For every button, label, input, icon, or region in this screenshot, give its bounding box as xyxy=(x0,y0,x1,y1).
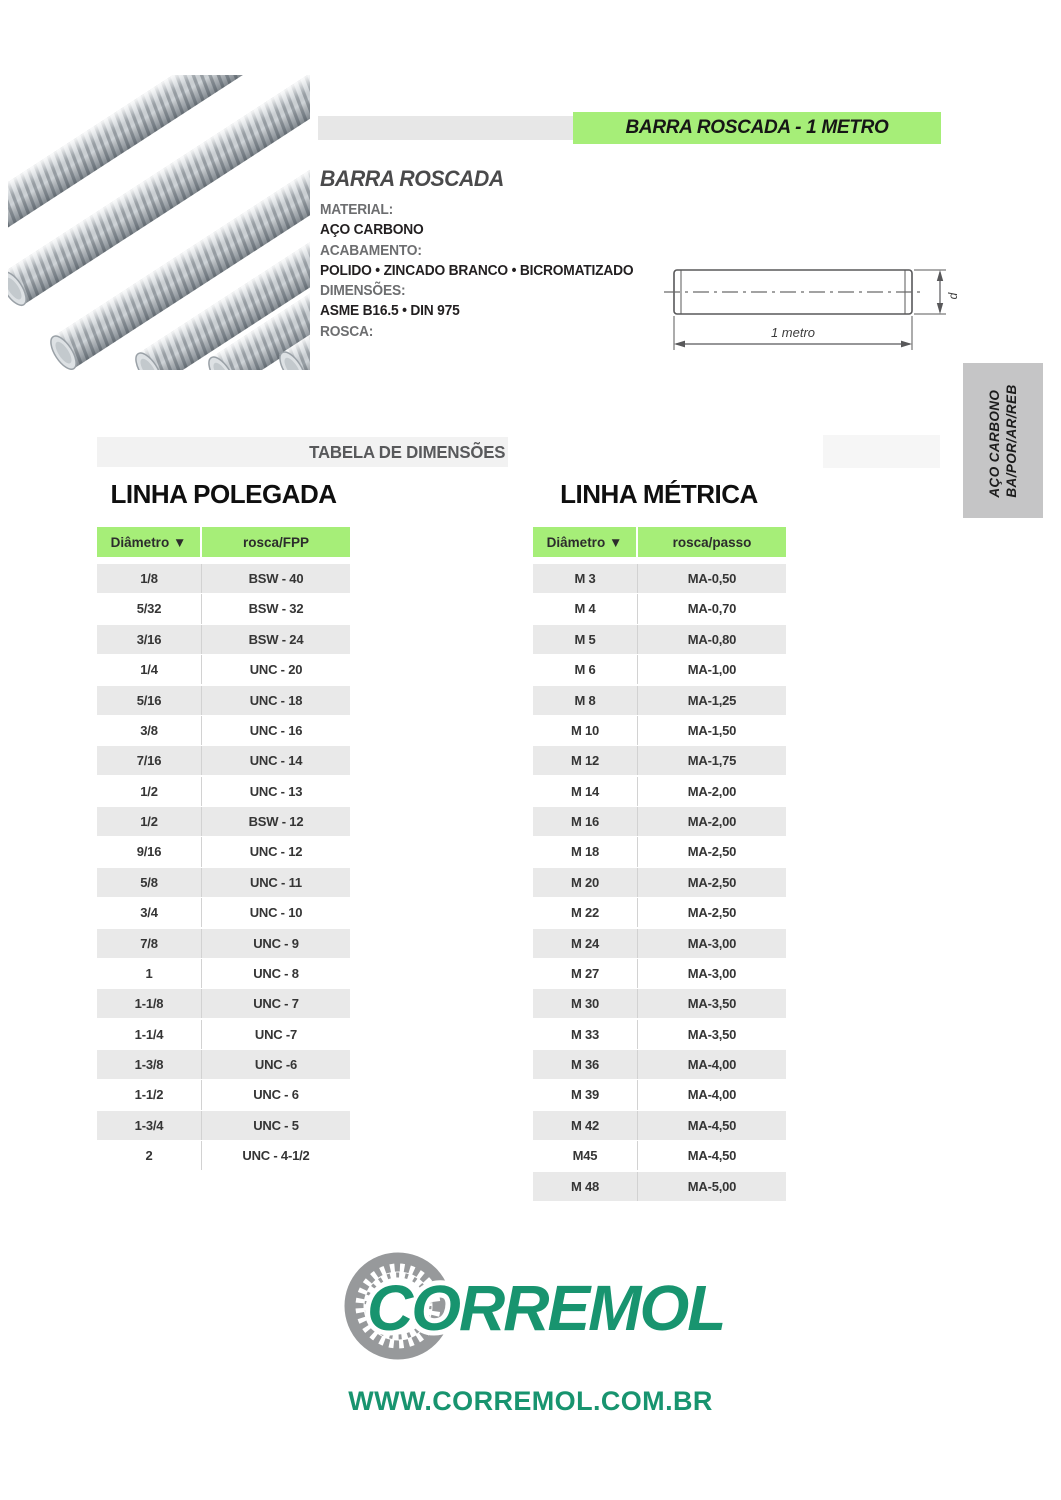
diameter-cell: 1/2 xyxy=(97,807,202,836)
diameter-cell: 7/16 xyxy=(97,746,202,775)
product-title: BARRA ROSCADA xyxy=(320,166,504,191)
table-row xyxy=(97,868,350,897)
diameter-cell: M 18 xyxy=(533,837,638,866)
diameter-cell: M 8 xyxy=(533,686,638,715)
website-link[interactable]: WWW.CORREMOL.COM.BR xyxy=(348,1386,713,1416)
thread-cell: MA-0,70 xyxy=(687,601,737,617)
inch-table xyxy=(97,527,350,1172)
section-title: TABELA DE DIMENSÕES xyxy=(308,441,505,462)
table-row xyxy=(533,1080,786,1109)
rod-drawing xyxy=(660,256,965,371)
diameter-cell: M 6 xyxy=(533,655,638,684)
table-row xyxy=(533,1111,786,1140)
thread-cell: MA-4,00 xyxy=(687,1087,737,1103)
inch-col-diameter[interactable]: Diâmetro ▼ xyxy=(97,527,202,557)
thread-cell: MA-2,50 xyxy=(687,844,737,860)
thread-cell: MA-3,00 xyxy=(687,935,737,951)
diameter-cell: 3/4 xyxy=(97,898,202,927)
dimensions-label: DIMENSÕES: xyxy=(320,283,406,300)
header-gray-bar xyxy=(318,116,573,140)
thread-cell: BSW - 32 xyxy=(248,601,304,617)
thread-cell: MA-0,50 xyxy=(687,571,737,587)
thread-cell: BSW - 12 xyxy=(248,814,304,830)
table-row xyxy=(533,594,786,623)
diameter-cell: M45 xyxy=(533,1141,638,1170)
thread-cell: MA-3,00 xyxy=(687,965,737,981)
decor-bar xyxy=(823,435,940,468)
table-row xyxy=(97,807,350,836)
diameter-cell: M 42 xyxy=(533,1111,638,1140)
table-row xyxy=(533,807,786,836)
diameter-cell: M 14 xyxy=(533,777,638,806)
table-row xyxy=(97,929,350,958)
thread-cell: MA-1,50 xyxy=(687,722,737,738)
table-row xyxy=(533,655,786,684)
diameter-cell: M 5 xyxy=(533,625,638,654)
diameter-cell: 3/16 xyxy=(97,625,202,654)
diameter-cell: M 20 xyxy=(533,868,638,897)
metric-table-body xyxy=(533,564,786,1201)
inch-table-header xyxy=(97,527,350,557)
diameter-cell: 3/8 xyxy=(97,716,202,745)
thread-cell: MA-1,75 xyxy=(687,753,737,769)
thread-cell: MA-2,50 xyxy=(687,905,737,921)
table-row xyxy=(533,746,786,775)
thread-cell: MA-2,00 xyxy=(687,783,737,799)
table-row xyxy=(533,625,786,654)
table-row xyxy=(97,989,350,1018)
thread-cell: MA-3,50 xyxy=(687,996,737,1012)
diameter-cell: 5/32 xyxy=(97,594,202,623)
table-row xyxy=(533,989,786,1018)
side-tab-label xyxy=(986,384,1020,497)
thread-cell: MA-2,00 xyxy=(687,814,737,830)
thread-cell: UNC - 5 xyxy=(253,1117,299,1133)
table-row xyxy=(533,564,786,593)
thread-cell: UNC - 7 xyxy=(253,996,299,1012)
table-row xyxy=(97,686,350,715)
diameter-cell: M 24 xyxy=(533,929,638,958)
table-row xyxy=(97,716,350,745)
diameter-cell: M 4 xyxy=(533,594,638,623)
table-row xyxy=(97,1111,350,1140)
table-row xyxy=(533,686,786,715)
table-row xyxy=(533,1141,786,1170)
thread-cell: UNC - 20 xyxy=(249,662,303,678)
thread-cell: UNC - 14 xyxy=(249,753,303,769)
diameter-cell: M 22 xyxy=(533,898,638,927)
thread-cell: UNC - 12 xyxy=(249,844,303,860)
dimensions-value: ASME B16.5 • DIN 975 xyxy=(320,303,460,320)
table-row xyxy=(97,625,350,654)
table-row xyxy=(97,1141,350,1170)
inch-table-body xyxy=(97,564,350,1170)
thread-cell: MA-4,50 xyxy=(687,1117,737,1133)
diameter-cell: 2 xyxy=(97,1141,202,1170)
material-label: MATERIAL: xyxy=(320,202,394,218)
table-row xyxy=(533,837,786,866)
metric-col-pitch: rosca/passo xyxy=(672,534,752,550)
thread-cell: UNC - 8 xyxy=(253,965,299,981)
table-row xyxy=(533,1020,786,1049)
header-band-label: BARRA ROSCADA - 1 METRO xyxy=(625,117,889,138)
threaded-rods-image xyxy=(8,75,310,370)
diameter-cell: M 30 xyxy=(533,989,638,1018)
thread-cell: UNC - 11 xyxy=(250,874,302,890)
diameter-cell: 1/4 xyxy=(97,655,202,684)
material-value: AÇO CARBONO xyxy=(320,222,424,239)
diameter-cell: M 48 xyxy=(533,1172,638,1201)
table-row xyxy=(533,959,786,988)
table-row xyxy=(97,746,350,775)
thread-cell: BSW - 24 xyxy=(248,631,304,647)
table-row xyxy=(97,898,350,927)
thread-cell: UNC -7 xyxy=(254,1026,298,1042)
thread-cell: MA-1,00 xyxy=(687,662,737,678)
table-row xyxy=(97,959,350,988)
technical-drawing xyxy=(660,256,965,371)
thread-cell: MA-5,00 xyxy=(687,1178,737,1194)
thread-cell: UNC - 16 xyxy=(249,722,303,738)
metric-col-diameter[interactable]: Diâmetro ▼ xyxy=(533,527,638,557)
metric-table xyxy=(533,527,786,1202)
table-row xyxy=(533,716,786,745)
logo-text: CORREMOL xyxy=(367,1272,725,1344)
metric-table-title: LINHA MÉTRICA xyxy=(560,479,758,509)
finish-value: POLIDO • ZINCADO BRANCO • BICROMATIZADO xyxy=(320,262,634,279)
diameter-cell: 5/16 xyxy=(97,686,202,715)
diameter-cell: 1-1/2 xyxy=(97,1080,202,1109)
product-specs xyxy=(320,200,643,342)
thread-cell: MA-3,50 xyxy=(687,1026,737,1042)
corremol-logo xyxy=(335,1246,745,1371)
diameter-cell: M 3 xyxy=(533,564,638,593)
thread-label: ROSCA: xyxy=(320,323,374,340)
diameter-cell: 1 xyxy=(97,959,202,988)
side-tab-aco-carbono[interactable] xyxy=(963,363,1043,518)
diameter-cell: 7/8 xyxy=(97,929,202,958)
header-band xyxy=(573,112,941,144)
table-row xyxy=(533,1050,786,1079)
table-row xyxy=(97,594,350,623)
diameter-cell: 1-1/4 xyxy=(97,1020,202,1049)
side-tab-line2: BA/POR/AR/REB xyxy=(1004,383,1019,498)
finish-label: ACABAMENTO: xyxy=(320,242,422,259)
section-title-bar xyxy=(97,437,508,467)
thread-cell: BSW - 40 xyxy=(248,571,304,587)
corremol-logo-image xyxy=(335,1246,745,1371)
thread-cell: MA-4,00 xyxy=(687,1057,737,1073)
table-row xyxy=(533,929,786,958)
table-row xyxy=(533,1172,786,1201)
thread-cell: UNC -6 xyxy=(254,1057,298,1073)
diameter-cell: 1-1/8 xyxy=(97,989,202,1018)
thread-cell: MA-0,80 xyxy=(687,631,737,647)
diameter-cell: M 10 xyxy=(533,716,638,745)
diameter-cell: 1/8 xyxy=(97,564,202,593)
diameter-cell: M 39 xyxy=(533,1080,638,1109)
thread-cell: MA-2,50 xyxy=(687,874,737,890)
diameter-cell: M 27 xyxy=(533,959,638,988)
diameter-cell: 5/8 xyxy=(97,868,202,897)
table-row xyxy=(533,868,786,897)
thread-cell: UNC - 13 xyxy=(249,783,303,799)
diameter-cell: M 36 xyxy=(533,1050,638,1079)
diameter-cell: 9/16 xyxy=(97,837,202,866)
side-tab-line1: AÇO CARBONO xyxy=(987,389,1002,498)
thread-cell: UNC - 4-1/2 xyxy=(242,1148,310,1164)
threaded-rods-photo xyxy=(8,75,310,370)
diameter-cell: 1-3/4 xyxy=(97,1111,202,1140)
table-row xyxy=(533,777,786,806)
metric-table-header xyxy=(533,527,786,557)
thread-cell: UNC - 18 xyxy=(249,692,303,708)
drawing-diameter-label: d xyxy=(946,292,960,300)
inch-col-thread: rosca/FPP xyxy=(242,534,309,550)
table-row xyxy=(533,898,786,927)
diameter-cell: 1-3/8 xyxy=(97,1050,202,1079)
thread-cell: UNC - 6 xyxy=(253,1087,299,1103)
table-row xyxy=(97,655,350,684)
thread-cell: MA-4,50 xyxy=(687,1148,737,1164)
inch-table-title: LINHA POLEGADA xyxy=(110,479,337,509)
table-row xyxy=(97,1020,350,1049)
thread-cell: MA-1,25 xyxy=(687,692,737,708)
diameter-cell: M 16 xyxy=(533,807,638,836)
drawing-length-label: 1 metro xyxy=(770,325,816,340)
table-row xyxy=(97,1080,350,1109)
diameter-cell: M 33 xyxy=(533,1020,638,1049)
diameter-cell: 1/2 xyxy=(97,777,202,806)
diameter-cell: M 12 xyxy=(533,746,638,775)
thread-cell: UNC - 9 xyxy=(253,935,299,951)
table-row xyxy=(97,1050,350,1079)
table-row xyxy=(97,777,350,806)
table-row xyxy=(97,564,350,593)
thread-cell: UNC - 10 xyxy=(249,905,303,921)
table-row xyxy=(97,837,350,866)
